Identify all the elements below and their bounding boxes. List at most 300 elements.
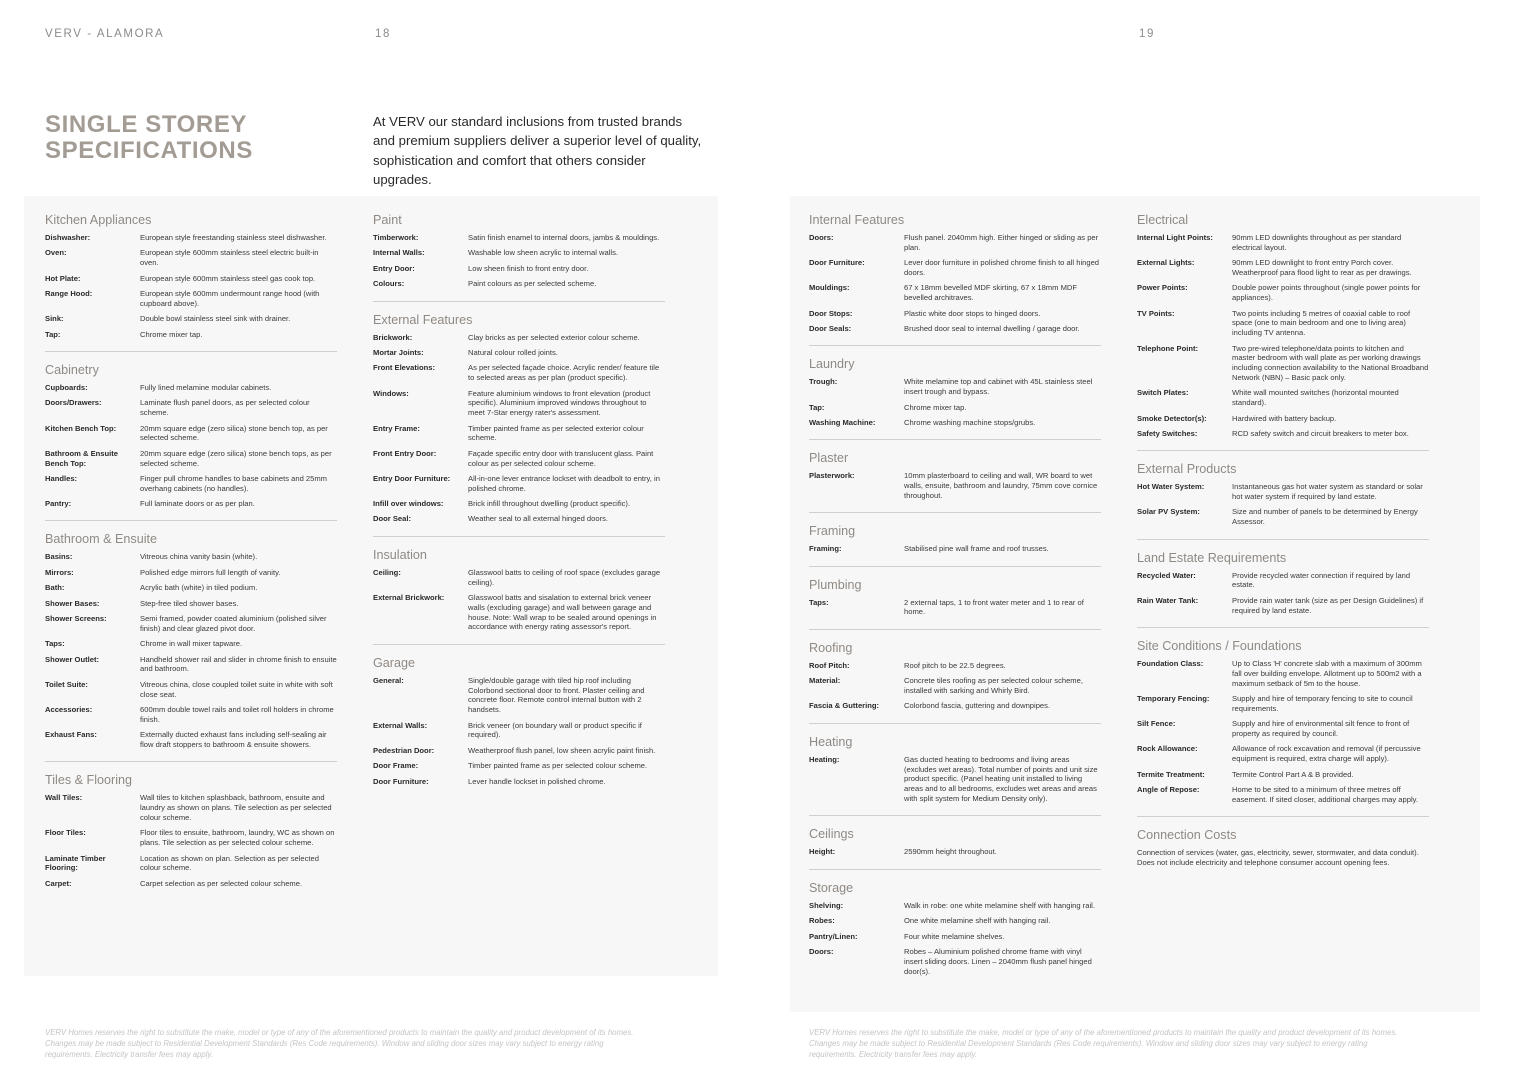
spec-row xyxy=(45,398,337,418)
spec-value: Up to Class 'H' concrete slab with a maximum of 300mm fall over building envelope. Allotment up to 500m2 with a maximum setback of 5m to the house. xyxy=(1232,659,1422,688)
spec-label: Kitchen Bench Top: xyxy=(45,423,117,433)
spec-row xyxy=(809,701,1101,711)
spec-column-4 xyxy=(1137,212,1429,884)
spec-value: Single/double garage with tiled hip roof including Colorbond sectional door to front. Plaster ceiling and concrete floor. Remote control internal button with 2 handsets. xyxy=(468,675,645,715)
spec-value: Washable low sheen acrylic to internal walls. xyxy=(468,248,618,258)
spec-value: All-in-one lever entrance lockset with deadbolt to entry, in polished chrome. xyxy=(468,473,660,493)
spec-label: Bath: xyxy=(45,583,65,593)
spec-label: Door Seals: xyxy=(809,323,852,333)
spec-value: White wall mounted switches (horizontal mounted standard). xyxy=(1232,388,1399,408)
spec-row xyxy=(1137,785,1429,805)
spec-label: Door Seal: xyxy=(373,514,411,524)
spec-row xyxy=(809,661,1101,671)
spec-value: European style freestanding stainless steel dishwasher. xyxy=(140,233,327,242)
spec-label: Handles: xyxy=(45,473,78,483)
spec-row xyxy=(45,680,337,700)
section-title: Cabinetry xyxy=(45,362,99,377)
spec-row xyxy=(45,314,337,324)
spec-value: Fully lined melamine modular cabinets. xyxy=(140,382,272,392)
spec-label: Pantry: xyxy=(45,499,72,509)
spec-row xyxy=(45,705,337,725)
section-title: External Products xyxy=(1137,462,1237,477)
spec-value: Provide recycled water connection if required by land estate. xyxy=(1232,570,1411,590)
spec-label: Timberwork: xyxy=(373,233,419,242)
spec-row xyxy=(809,309,1101,319)
spec-label: Recycled Water: xyxy=(1137,570,1196,580)
spec-label: Exhaust Fans: xyxy=(45,730,97,740)
spec-value: Glasswool batts and sisalation to external brick veneer walls (excluding garage) and wall between garage and house. Note: Wall wrap to be sealed around openings in accordance with energy rating assessor's report. xyxy=(468,593,657,632)
spec-value: Size and number of panels to be determined by Energy Assessor. xyxy=(1232,507,1418,527)
spec-row xyxy=(1137,571,1429,591)
spec-row xyxy=(45,383,337,393)
spec-row xyxy=(45,879,337,889)
spec-value: Glasswool batts to ceiling of roof space (excludes garage ceiling). xyxy=(468,567,661,587)
page-title: SINGLE STOREY SPECIFICATIONS xyxy=(45,111,253,164)
spec-row xyxy=(45,730,337,750)
spec-label: Ceiling: xyxy=(373,567,401,577)
spec-label: Washing Machine: xyxy=(809,417,876,427)
section-title: Kitchen Appliances xyxy=(45,213,152,227)
spec-section xyxy=(809,356,1101,440)
spec-row xyxy=(45,568,337,578)
spec-label: Taps: xyxy=(45,639,65,649)
spec-value: Polished edge mirrors full length of vanity. xyxy=(140,567,281,577)
spec-row xyxy=(45,599,337,609)
spec-label: Pantry/Linen: xyxy=(809,931,858,941)
spec-value: Semi framed, powder coated aluminium (polished silver finish) and clear glazed pivot door. xyxy=(140,614,327,633)
spec-row xyxy=(45,793,337,822)
spec-label: Doors: xyxy=(809,946,834,956)
spec-label: General: xyxy=(373,675,404,685)
section-title: Bathroom & Ensuite xyxy=(45,532,158,547)
spec-label: Hot Plate: xyxy=(45,273,81,283)
spec-section xyxy=(809,577,1101,630)
section-title: Framing xyxy=(809,524,856,539)
spec-value: Lever handle lockset in polished chrome. xyxy=(468,776,606,786)
spec-value: Wall tiles to kitchen splashback, bathroom, ensuite and laundry as shown on plans. Tile selection as per selected colour scheme. xyxy=(140,793,332,822)
spec-row xyxy=(809,676,1101,696)
spec-value: 90mm LED downlights throughout as per standard electrical layout. xyxy=(1232,233,1402,252)
spec-row xyxy=(45,639,337,649)
spec-value: Feature aluminium windows to front elevation (product specific). Aluminium improved windows throughout to meet 7-Star energy rater's assessment. xyxy=(468,388,651,418)
spec-row xyxy=(809,916,1101,926)
spec-value: Stabilised pine wall frame and roof trusses. xyxy=(904,544,1049,554)
spec-label: Door Furniture: xyxy=(809,258,865,268)
spec-row xyxy=(809,847,1101,857)
spec-row xyxy=(809,418,1101,428)
spec-value: 2590mm height throughout. xyxy=(904,847,997,857)
spec-label: Floor Tiles: xyxy=(45,828,86,838)
spec-row xyxy=(373,514,665,524)
spec-row xyxy=(373,389,665,418)
spec-value: Four white melamine shelves. xyxy=(904,931,1005,941)
spec-value: Laminate flush panel doors, as per selected colour scheme. xyxy=(140,398,310,418)
spec-section xyxy=(1137,638,1429,817)
spec-row xyxy=(373,363,665,383)
spec-row xyxy=(809,947,1101,976)
spec-value: Supply and hire of temporary fencing to site to council requirements. xyxy=(1232,694,1413,713)
spec-value: European style 600mm stainless steel electric built-in oven. xyxy=(140,248,319,268)
spec-row xyxy=(45,499,337,509)
spec-section xyxy=(809,640,1101,724)
spec-value: Instantaneous gas hot water system as standard or solar hot water system if required by land estate. xyxy=(1232,482,1423,502)
intro-text: At VERV our standard inclusions from trusted brands and premium suppliers deliver a superior level of quality, sophistication and comfort that others consider upgrades. xyxy=(373,114,702,188)
spec-label: Front Elevations: xyxy=(373,363,436,373)
spec-column-2 xyxy=(373,212,665,808)
spec-value: Lever door furniture in polished chrome finish to all hinged doors. xyxy=(904,258,1100,277)
section-title: Plaster xyxy=(809,451,849,466)
spec-label: Power Points: xyxy=(1137,283,1188,293)
spec-row xyxy=(809,932,1101,942)
spec-value: Weather seal to all external hinged doors. xyxy=(468,514,609,524)
spec-value: Chrome mixer tap. xyxy=(140,329,203,339)
spec-label: Material: xyxy=(809,676,841,686)
spec-section xyxy=(1137,827,1429,874)
spec-label: Doors: xyxy=(809,233,834,242)
spec-value: Low sheen finish to front entry door. xyxy=(468,263,589,273)
spec-label: Taps: xyxy=(809,597,829,607)
spec-row xyxy=(1137,283,1429,303)
spec-value: 10mm plasterboard to ceiling and wall, WR board to wet walls, ensuite, bathroom and laundry, 75mm cove cornice throughout. xyxy=(904,471,1098,500)
spec-label: Smoke Detector(s): xyxy=(1137,413,1207,423)
spec-section xyxy=(809,523,1101,566)
spec-label: Entry Door Furniture: xyxy=(373,473,451,483)
spec-row xyxy=(809,755,1101,804)
spec-value: Walk in robe: one white melamine shelf with hanging rail. xyxy=(904,900,1095,910)
section-title: Connection Costs xyxy=(1137,828,1237,843)
spec-row xyxy=(45,552,337,562)
spec-label: Wall Tiles: xyxy=(45,793,83,803)
spec-value: Handheld shower rail and slider in chrome finish to ensuite and bathroom. xyxy=(140,654,337,674)
spec-row xyxy=(809,324,1101,334)
spec-row xyxy=(373,568,665,588)
spec-row xyxy=(45,289,337,309)
spec-value: Carpet selection as per selected colour scheme. xyxy=(140,878,303,888)
spec-row xyxy=(1137,770,1429,780)
spec-value: Façade specific entry door with translucent glass. Paint colour as per selected colour scheme. xyxy=(468,448,654,468)
spec-value: Acrylic bath (white) in tiled podium. xyxy=(140,583,258,593)
spec-row xyxy=(373,593,665,632)
section-title: Electrical xyxy=(1137,213,1189,227)
spec-value: 20mm square edge (zero silica) stone bench top, as per selected scheme. xyxy=(140,423,328,443)
spec-value: European style 600mm stainless steel gas cook top. xyxy=(140,273,316,283)
spec-row xyxy=(809,233,1101,253)
spec-label: Pedestrian Door: xyxy=(373,745,435,755)
brand-header: VERV - ALAMORA xyxy=(45,28,165,40)
spec-section xyxy=(45,362,337,522)
spec-label: Range Hood: xyxy=(45,288,93,298)
section-title: Garage xyxy=(373,655,416,670)
spec-section xyxy=(809,826,1101,869)
spec-row xyxy=(1137,414,1429,424)
spec-section xyxy=(45,772,337,900)
spec-row xyxy=(373,248,665,258)
spec-label: Rock Allowance: xyxy=(1137,744,1198,754)
spec-section xyxy=(1137,212,1429,451)
spec-value: Vitreous china, close coupled toilet suite in white with soft close seat. xyxy=(140,679,333,699)
spec-label: Door Furniture: xyxy=(373,776,429,786)
spec-row xyxy=(809,544,1101,554)
spec-row xyxy=(45,330,337,340)
spec-value: 600mm double towel rails and toilet roll holders in chrome finish. xyxy=(140,704,334,724)
spec-row xyxy=(373,746,665,756)
spec-label: Roof Pitch: xyxy=(809,660,850,670)
spec-value: European style 600mm undermount range hood (with cupboard above). xyxy=(140,288,320,308)
spec-row xyxy=(45,424,337,444)
spec-value: Termite Control Part A & B provided. xyxy=(1232,769,1354,779)
spec-section xyxy=(809,880,1101,988)
spec-label: Angle of Repose: xyxy=(1137,784,1200,794)
spec-row xyxy=(45,583,337,593)
spec-value: Supply and hire of environmental silt fence to front of property as required by council. xyxy=(1232,719,1410,739)
spec-value: Step-free tiled shower bases. xyxy=(140,598,239,608)
spec-section xyxy=(45,212,337,352)
spec-row xyxy=(45,614,337,634)
spec-label: Bathroom & Ensuite Bench Top: xyxy=(45,448,118,468)
page-number-left: 18 xyxy=(375,28,391,40)
spec-value: Gas ducted heating to bedrooms and living areas (excludes wet areas). Total number of points and unit size product specific. (Panel heating unit installed to living areas and to all bedrooms, excludes wet areas and areas with split system for Medium Density only). xyxy=(904,754,1098,804)
spec-label: Tap: xyxy=(809,402,825,412)
spec-row xyxy=(373,761,665,771)
spec-value: Home to be sited to a minimum of three metres off easement. If sited closer, additional charges may apply. xyxy=(1232,784,1419,804)
spec-value: Chrome mixer tap. xyxy=(904,402,967,412)
spec-label: Height: xyxy=(809,847,836,857)
section-title: Roofing xyxy=(809,640,853,655)
section-title: Storage xyxy=(809,880,854,895)
spec-value: Robes – Aluminium polished chrome frame with vinyl insert sliding doors. Linen – 2040mm flush panel hinged door(s). xyxy=(904,946,1092,976)
spec-label: Fascia & Guttering: xyxy=(809,701,880,711)
spec-label: Cupboards: xyxy=(45,382,88,392)
spec-row xyxy=(45,828,337,848)
spec-row xyxy=(809,283,1101,303)
spec-row xyxy=(809,403,1101,413)
spec-row xyxy=(1137,659,1429,688)
spec-label: Doors/Drawers: xyxy=(45,398,102,408)
spec-label: Accessories: xyxy=(45,704,93,714)
spec-label: Mirrors: xyxy=(45,567,74,577)
spec-section xyxy=(809,212,1101,346)
spec-label: External Brickwork: xyxy=(373,593,445,603)
section-text: Connection of services (water, gas, electricity, sewer, stormwater, and data conduit). Does not include electricity and telephone consumer account opening fees. xyxy=(1137,848,1419,867)
spec-label: Rain Water Tank: xyxy=(1137,595,1199,605)
spec-label: Shower Screens: xyxy=(45,614,107,624)
spec-label: External Lights: xyxy=(1137,258,1195,268)
section-title: Tiles & Flooring xyxy=(45,773,133,788)
spec-value: Full laminate doors or as per plan. xyxy=(140,499,255,509)
spec-column-1 xyxy=(45,212,337,910)
spec-row xyxy=(373,333,665,343)
spec-value: Chrome washing machine stops/grubs. xyxy=(904,417,1036,427)
spec-row xyxy=(45,474,337,494)
spec-row xyxy=(809,598,1101,618)
spec-label: Safety Switches: xyxy=(1137,428,1198,438)
disclaimer-right: VERV Homes reserves the right to substitute the make, model or type of any of the aforementioned products to maintain the quality and product development of its homes. Changes may be made subject to Residential Development Standards (Res Code requirements). Window and sliding door sizes may vary subject to energy rating requirements. Electricity transfer fees may apply. xyxy=(809,1028,1398,1059)
spec-label: Switch Plates: xyxy=(1137,388,1189,398)
spec-label: Silt Fence: xyxy=(1137,719,1176,729)
spec-value: Externally ducted exhaust fans including self-sealing air flow draft stoppers to bathroom & ensuite showers. xyxy=(140,730,327,749)
spec-label: Entry Door: xyxy=(373,263,415,273)
spec-value: Double power points throughout (single power points for appliances). xyxy=(1232,283,1421,303)
spec-value: Concrete tiles roofing as per selected colour scheme, installed with sarking and Whirly Bird. xyxy=(904,676,1083,696)
spec-value: Floor tiles to ensuite, bathroom, laundry, WC as shown on plans. Tile selection as per selected colour scheme. xyxy=(140,828,335,848)
section-title: Internal Features xyxy=(809,213,905,227)
spec-value: Allowance of rock excavation and removal (if percussive equipment is required, extra charge will apply). xyxy=(1232,744,1421,764)
spec-label: Shower Bases: xyxy=(45,598,100,608)
spec-section xyxy=(809,734,1101,817)
spec-label: Hot Water System: xyxy=(1137,482,1205,492)
spec-section xyxy=(373,312,665,537)
spec-section xyxy=(45,531,337,762)
spec-row xyxy=(809,471,1101,500)
spec-value: Plastic white door stops to hinged doors. xyxy=(904,308,1041,318)
spec-value: Finger pull chrome handles to base cabinets and 25mm overhang cabinets (no handles). xyxy=(140,473,327,493)
spec-label: Sink: xyxy=(45,314,64,324)
spec-label: Internal Light Points: xyxy=(1137,233,1213,242)
spec-label: Shelving: xyxy=(809,900,844,910)
section-title: Heating xyxy=(809,734,853,749)
spec-row xyxy=(373,777,665,787)
spec-section xyxy=(373,212,665,302)
spec-row xyxy=(809,258,1101,278)
spec-row xyxy=(1137,596,1429,616)
spec-label: External Walls: xyxy=(373,720,428,730)
spec-value: Brick veneer (on boundary wall or product specific if required). xyxy=(468,720,642,740)
spec-section xyxy=(373,547,665,645)
spec-row xyxy=(45,854,337,874)
section-title: Insulation xyxy=(373,547,427,562)
spec-label: Trough: xyxy=(809,377,838,387)
spec-label: TV Points: xyxy=(1137,308,1175,318)
spec-value: Two pre-wired telephone/data points to kitchen and master bedroom with wall plate as per working drawings including connection availability to the National Broadband Network (NBN) – Basic pack only. xyxy=(1232,343,1429,382)
spec-value: White melamine top and cabinet with 45L stainless steel insert trough and bypass. xyxy=(904,377,1093,397)
spec-value: RCD safety switch and circuit breakers to meter box. xyxy=(1232,428,1409,438)
spec-value: Two points including 5 metres of coaxial cable to roof space (one to main bedroom and one to living area) including TV antenna. xyxy=(1232,308,1411,338)
spec-row xyxy=(1137,744,1429,764)
spec-value: Provide rain water tank (size as per Design Guidelines) if required by land estate. xyxy=(1232,595,1424,615)
spec-label: Laminate Timber Flooring: xyxy=(45,853,106,873)
spec-label: Entry Frame: xyxy=(373,423,420,433)
spec-label: Dishwasher: xyxy=(45,233,91,242)
spec-label: Oven: xyxy=(45,248,67,258)
spec-value: Location as shown on plan. Selection as per selected colour scheme. xyxy=(140,853,319,873)
spec-value: 90mm LED downlight to front entry Porch cover. Weatherproof para flood light to rear as per drawings. xyxy=(1232,258,1412,277)
spec-row xyxy=(373,474,665,494)
spec-label: Robes: xyxy=(809,916,835,926)
spec-column-3 xyxy=(809,212,1101,998)
spec-label: Windows: xyxy=(373,388,409,398)
spec-label: Foundation Class: xyxy=(1137,659,1204,669)
spec-value: Roof pitch to be 22.5 degrees. xyxy=(904,660,1006,670)
spec-label: Carpet: xyxy=(45,878,72,888)
spec-section xyxy=(373,655,665,798)
spec-row xyxy=(1137,309,1429,338)
spec-label: Mortar Joints: xyxy=(373,347,424,357)
spec-row xyxy=(1137,507,1429,527)
spec-row xyxy=(1137,344,1429,383)
spec-row xyxy=(809,377,1101,397)
spec-label: Heating: xyxy=(809,754,840,764)
spec-value: Hardwired with battery backup. xyxy=(1232,413,1337,423)
spec-label: Solar PV System: xyxy=(1137,507,1200,517)
section-title: Plumbing xyxy=(809,577,862,592)
spec-section xyxy=(1137,550,1429,628)
spec-label: Telephone Point: xyxy=(1137,343,1199,353)
spec-label: Door Frame: xyxy=(373,761,419,771)
spec-label: Door Stops: xyxy=(809,308,853,318)
spec-label: Basins: xyxy=(45,552,73,562)
spec-label: Temporary Fencing: xyxy=(1137,694,1210,704)
spec-row xyxy=(809,901,1101,911)
spec-row xyxy=(45,248,337,268)
spec-row xyxy=(1137,482,1429,502)
page-number-right: 19 xyxy=(1139,28,1155,40)
spec-value: Timber painted frame as per selected colour scheme. xyxy=(468,761,648,771)
spec-row xyxy=(1137,388,1429,408)
spec-row xyxy=(1137,233,1429,253)
spec-row xyxy=(373,264,665,274)
spec-row xyxy=(373,676,665,715)
spec-row xyxy=(373,348,665,358)
spec-section xyxy=(1137,461,1429,539)
spec-row xyxy=(1137,258,1429,278)
spec-label: Mouldings: xyxy=(809,283,850,293)
disclaimer-left: VERV Homes reserves the right to substitute the make, model or type of any of the aforementioned products to maintain the quality and product development of its homes. Changes may be made subject to Residential Development Standards (Res Code requirements). Window and sliding door sizes may vary subject to energy rating requirements. Electricity transfer fees may apply. xyxy=(45,1028,634,1059)
section-title: Land Estate Requirements xyxy=(1137,550,1287,565)
spec-value: Vitreous china vanity basin (white). xyxy=(140,552,258,562)
spec-value: Weatherproof flush panel, low sheen acrylic paint finish. xyxy=(468,745,656,755)
section-title: External Features xyxy=(373,312,473,327)
spec-row xyxy=(373,279,665,289)
spec-row xyxy=(1137,429,1429,439)
spec-value: Natural colour rolled joints. xyxy=(468,347,558,357)
spec-value: Paint colours as per selected scheme. xyxy=(468,279,597,289)
spec-label: Framing: xyxy=(809,544,842,554)
spec-label: Shower Outlet: xyxy=(45,654,100,664)
spec-value: Brushed door seal to internal dwelling / garage door. xyxy=(904,323,1080,333)
spec-value: Chrome in wall mixer tapware. xyxy=(140,639,243,649)
section-title: Site Conditions / Foundations xyxy=(1137,639,1302,654)
spec-row xyxy=(45,449,337,469)
spec-label: Front Entry Door: xyxy=(373,448,437,458)
spec-label: Tap: xyxy=(45,329,61,339)
spec-label: Toilet Suite: xyxy=(45,679,88,689)
spec-row xyxy=(373,721,665,741)
spec-value: Brick infill throughout dwelling (product specific). xyxy=(468,499,631,509)
spec-row xyxy=(45,655,337,675)
spec-value: Satin finish enamel to internal doors, jambs & mouldings. xyxy=(468,233,660,242)
spec-value: One white melamine shelf with hanging rail. xyxy=(904,916,1051,926)
spec-section xyxy=(809,450,1101,513)
spec-label: Colours: xyxy=(373,279,405,289)
spec-label: Termite Treatment: xyxy=(1137,769,1205,779)
spec-row xyxy=(45,233,337,243)
spec-value: As per selected façade choice. Acrylic render/ feature tile to selected areas as per plan (product specific). xyxy=(468,363,660,383)
spec-row xyxy=(1137,694,1429,714)
spec-value: Double bowl stainless steel sink with drainer. xyxy=(140,314,291,324)
spec-row xyxy=(373,424,665,444)
spec-label: Infill over windows: xyxy=(373,499,444,509)
spec-value: Clay bricks as per selected exterior colour scheme. xyxy=(468,332,640,342)
spec-row xyxy=(373,449,665,469)
spec-label: Brickwork: xyxy=(373,332,413,342)
section-title: Paint xyxy=(373,213,402,227)
spec-value: 20mm square edge (zero silica) stone bench tops, as per selected scheme. xyxy=(140,448,332,468)
spec-value: 2 external taps, 1 to front water meter and 1 to rear of home. xyxy=(904,597,1084,617)
spec-value: Timber painted frame as per selected exterior colour scheme. xyxy=(468,423,644,443)
spec-value: 67 x 18mm bevelled MDF skirting, 67 x 18mm MDF bevelled architraves. xyxy=(904,283,1078,303)
spec-row xyxy=(373,499,665,509)
spec-row xyxy=(373,233,665,243)
